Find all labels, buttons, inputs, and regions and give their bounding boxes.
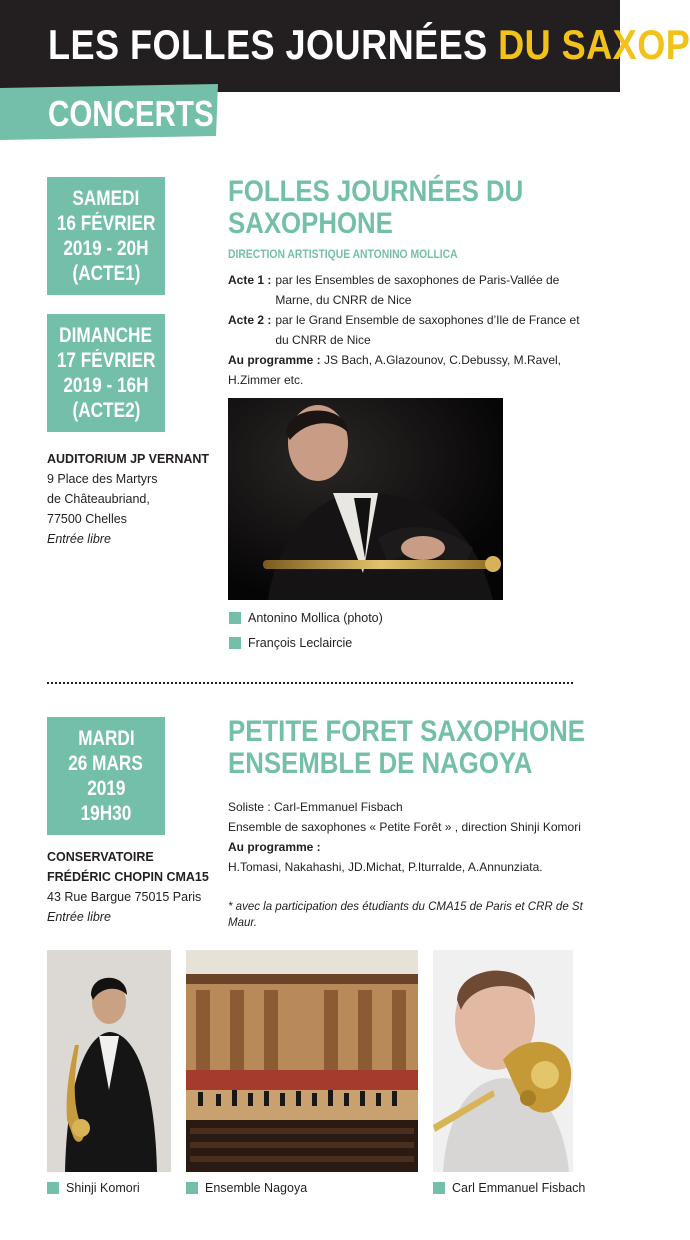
artistic-direction: DIRECTION ARTISTIQUE ANTONINO MOLLICA (228, 249, 458, 261)
caption-text: Ensemble Nagoya (205, 1181, 308, 1195)
date-line: MARDI (77, 727, 135, 750)
caption-marker (229, 637, 241, 649)
saxophonist-illustration (228, 398, 503, 600)
entry-note: Entrée libre (47, 532, 111, 546)
act-row (228, 270, 583, 310)
date-line: SAMEDI (72, 187, 140, 210)
event-title-line: PETITE FORET SAXOPHONE (228, 715, 585, 748)
caption-text: Antonino Mollica (photo) (248, 611, 383, 625)
program-label: Au programme : (228, 840, 321, 854)
venue-name: CONSERVATOIRE (47, 850, 154, 864)
date-line: 26 MARS (68, 752, 144, 775)
event-title-line: ENSEMBLE DE NAGOYA (228, 747, 533, 780)
date-box-tuesday (47, 717, 165, 835)
venue-block (47, 847, 209, 927)
date-line: 16 FÉVRIER (56, 212, 156, 235)
caption-marker (186, 1182, 198, 1194)
date-line: 17 FÉVRIER (56, 349, 156, 372)
date-line: 19H30 (80, 802, 132, 825)
act-label: Acte 2 : (228, 313, 272, 327)
header-title-main: LES FOLLES JOURNÉES (48, 21, 488, 68)
venue-address-line: 43 Rue Bargue 75015 Paris (47, 890, 202, 904)
concert-hall-illustration (186, 950, 418, 1172)
act-text: par les Ensembles de saxophones de Paris-Vallée de Marne, du CNRR de Nice (275, 273, 560, 307)
section-label: CONCERTS (48, 93, 214, 134)
date-line: (ACTE2) (72, 399, 140, 422)
header-title-highlight: DU SAXOP (498, 21, 690, 68)
venue-name: AUDITORIUM JP VERNANT (47, 452, 210, 466)
venue-address-line: 9 Place des Martyrs (47, 472, 158, 486)
date-line: (ACTE1) (72, 262, 140, 285)
saxophonist-illustration (47, 950, 171, 1172)
caption-antonino-mollica (229, 610, 383, 626)
header-title (48, 20, 690, 70)
photo-ensemble-nagoya (186, 950, 418, 1172)
caption-text: Shinji Komori (66, 1181, 140, 1195)
caption-shinji-komori (47, 1180, 140, 1196)
program-text: JS Bach, A.Glazounov, C.Debussy, M.Ravel, H.Zimmer etc. (228, 353, 562, 387)
venue-name: FRÉDÉRIC CHOPIN CMA15 (47, 870, 209, 884)
date-box-sunday (47, 314, 165, 432)
caption-francois-leclaircie (229, 635, 352, 651)
venue-address-line: de Châteaubriand, (47, 492, 150, 506)
caption-marker (433, 1182, 445, 1194)
entry-note: Entrée libre (47, 910, 111, 924)
event-title (228, 715, 585, 780)
ensemble-line: Ensemble de saxophones « Petite Forêt » , direction Shinji Komori (228, 820, 581, 834)
caption-carl-emmanuel-fisbach (433, 1180, 585, 1196)
caption-ensemble-nagoya (186, 1180, 307, 1196)
event-description (228, 270, 583, 390)
event-description (228, 797, 583, 877)
photo-antonino-mollica (228, 398, 503, 600)
program-line (228, 350, 583, 390)
event-title-line: SAXOPHONE (228, 207, 393, 240)
act-label: Acte 1 : (228, 273, 272, 287)
date-line: 2019 (86, 777, 126, 800)
photo-carl-emmanuel-fisbach (433, 950, 573, 1172)
section-divider (47, 682, 573, 684)
act-row (228, 310, 583, 350)
header-bar (0, 0, 690, 92)
soloist-line: Soliste : Carl-Emmanuel Fisbach (228, 800, 403, 814)
participation-note: * avec la participation des étudiants du CMA15 de Paris et CRR de St Maur. (228, 901, 583, 929)
date-box-saturday (47, 177, 165, 295)
date-line: 2019 - 20H (63, 237, 149, 260)
program-text: H.Tomasi, Nakahashi, JD.Michat, P.Iturralde, A.Annunziata. (228, 860, 543, 874)
photo-shinji-komori (47, 950, 171, 1172)
program-label: Au programme : (228, 353, 321, 367)
venue-block (47, 449, 209, 549)
event-title (228, 176, 546, 240)
caption-marker (229, 612, 241, 624)
saxophonist-illustration (433, 950, 573, 1172)
date-line: 2019 - 16H (63, 374, 149, 397)
date-line: DIMANCHE (59, 324, 153, 347)
event-title-line: FOLLES JOURNÉES DU (228, 175, 524, 208)
venue-address-line: 77500 Chelles (47, 512, 127, 526)
caption-text: François Leclaircie (248, 636, 353, 650)
caption-text: Carl Emmanuel Fisbach (452, 1181, 586, 1195)
act-text: par le Grand Ensemble de saxophones d’Ile de France et du CNRR de Nice (275, 313, 580, 347)
caption-marker (47, 1182, 59, 1194)
